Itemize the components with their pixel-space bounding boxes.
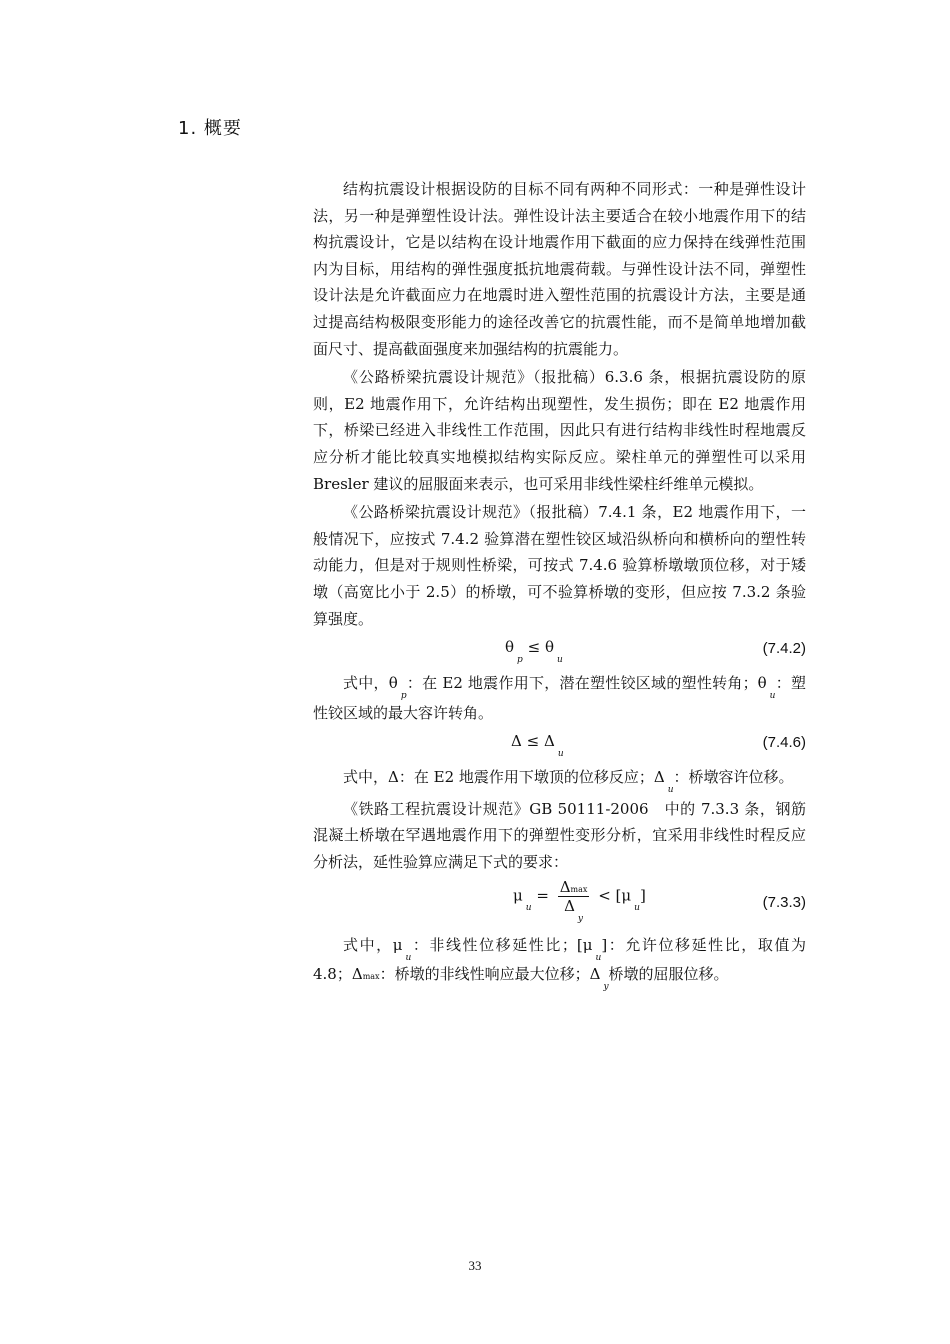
p5-text-b: ：在 E2 地震作用下墩顶的位移反应； [398,768,654,787]
paragraph-3: 《公路桥梁抗震设计规范》（报批稿）7.4.1 条，E2 地震作用下，一般情况下，应按式 7.4.2 验算潜在塑性铰区域沿纵桥向和横桥向的塑性转动能力，但是对于规则性桥梁，可按式 7.4.6 验算桥墩墩顶位移，对于矮墩（高宽比小于 2.5）的桥墩，可不验算桥墩的变形，但应按 7.3.2 条验算强度。 [313,503,806,628]
eq3-den: Δ [564,896,575,915]
delta-sub-u: u [667,785,674,796]
eq3-lhs-sub: u [525,903,532,914]
p7-text-c: ：允许位移延性比，取值为 4.8； [313,935,806,984]
delta-sub-max: max [362,972,380,982]
paragraph-4 [313,670,806,726]
eq1-rhs-sub: u [556,655,563,666]
eq3-number: (7.3.3) [762,893,806,911]
p7-text-a: 式中， [343,935,393,954]
delta-symbol-2: Δ [653,768,665,787]
eq1-lhs-sub: p [517,655,523,666]
eq2-rhs: Δ [543,732,555,751]
section-heading [178,114,242,140]
eq1-rhs: θ [544,638,554,657]
eq2-rhs-sub: u [557,749,564,760]
eq3-equals: = [536,886,549,905]
paragraph-2: 《公路桥梁抗震设计规范》（报批稿）6.3.6 条，根据抗震设防的原则，E2 地震作用下，允许结构出现塑性，发生损伤；即在 E2 地震作用下，桥梁已经进入非线性工作范围，因此只有进行结构非线性时程地震反应分析才能比较真实地模拟结构实际反应。梁柱单元的弹塑性可以采用 Bresler 建议的屈服面来表示，也可采用非线性梁柱纤维单元模拟。 [313,368,806,493]
eq3-rhs-close: ] [639,886,646,905]
paragraph-7 [313,932,806,991]
eq1-op: ≤ [527,638,541,657]
equation-7-4-2 [313,632,806,670]
paragraph-6: 《铁路工程抗震设计规范》GB 50111-2006 中的 7.3.3 条，钢筋混凝土桥墩在罕遇地震作用下的弹塑性变形分析，宜采用非线性时程反应分析法，延性验算应满足下式的要求： [313,799,806,872]
p4-text-b: ：在 E2 地震作用下，潜在塑性铰区域的塑性转角； [406,674,758,693]
p7-text-e: 桥墩的屈服位移。 [608,965,729,984]
paragraph-5 [313,764,806,794]
eq3-fraction [558,877,590,924]
p4-text-c: ：塑性铰区域的最大容许转角。 [313,674,806,722]
p7-text-d: ：桥墩的非线性响应最大位移； [379,965,590,984]
eq1-number: (7.4.2) [762,640,806,658]
delta-y-symbol: Δ [589,965,601,984]
eq3-den-sub: y [577,913,584,924]
delta-sub-y: y [603,982,609,993]
heading-title: 概要 [203,118,242,139]
delta-max-symbol: Δ [351,965,363,984]
eq2-number: (7.4.6) [762,734,806,752]
eq3-rhs: [μ [615,886,632,905]
page-number: 33 [468,1258,482,1273]
mu-symbol: μ [392,935,403,954]
heading-number: 1. [178,118,198,139]
delta-symbol: Δ [388,768,399,787]
mu-sub-u: u [405,952,412,963]
eq1-lhs: θ [505,638,515,657]
mu-bracket-open: [μ [576,935,593,954]
theta-symbol: θ [388,674,398,693]
mu-bracket-sub-u: u [595,952,602,963]
eq3-op: < [598,886,611,905]
body-text [313,176,806,991]
p7-text-b: ：非线性位移延性比； [411,935,577,954]
eq3-lhs: μ [513,886,523,905]
paragraph-1: 结构抗震设计根据设防的目标不同有两种不同形式：一种是弹性设计法，另一种是弹塑性设计法。弹性设计法主要适合在较小地震作用下的结构抗震设计，它是以结构在设计地震作用下截面的应力保持在线弹性范围内为目标，用结构的弹性强度抵抗地震荷载。与弹性设计法不同，弹塑性设计法是允许截面应力在地震时进入塑性范围的抗震设计方法，主要是通过提高结构极限变形能力的途径改善它的抗震性能，而不是简单地增加截面尺寸、提高截面强度来加强结构的抗震能力。 [313,180,806,358]
eq3-rhs-sub: u [634,903,640,914]
theta-sub-u: u [769,691,776,702]
eq3-num-sub: max [570,884,588,894]
theta-sub-p: p [400,691,407,702]
eq3-num: Δ [559,877,571,896]
mu-bracket-close: ] [601,935,608,954]
p5-text-c: ：桥墩容许位移。 [673,768,794,787]
p4-text-a: 式中， [343,674,389,693]
eq2-lhs: Δ [511,732,522,751]
equation-7-4-6 [313,726,806,764]
theta-symbol-2: θ [757,674,767,693]
eq2-op: ≤ [526,732,540,751]
p5-text-a: 式中， [343,768,389,787]
equation-7-3-3 [313,876,806,932]
